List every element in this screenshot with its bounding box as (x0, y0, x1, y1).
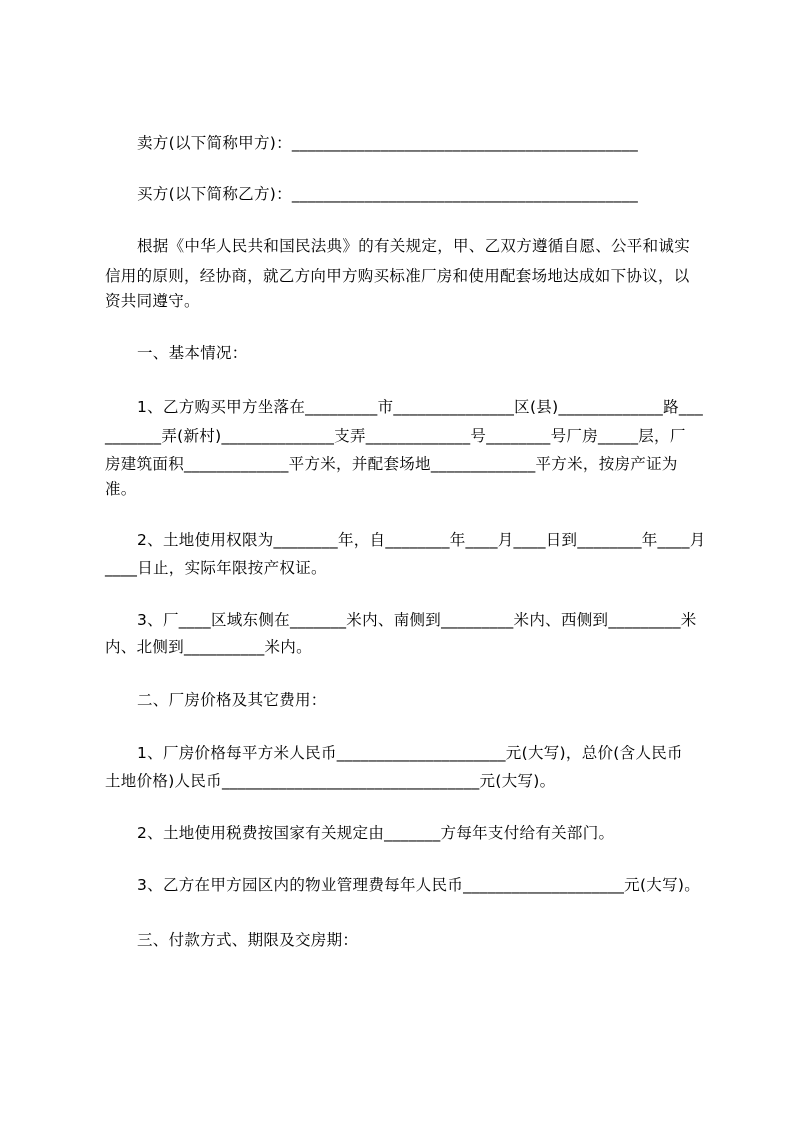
clause-line: 内、北侧到__________米内。 (105, 638, 312, 656)
buyer-line: 买方(以下简称乙方)：___________________________________________ (137, 185, 639, 203)
section-heading: 二、厂房价格及其它费用： (137, 691, 327, 709)
section-heading: 三、付款方式、期限及交房期： (137, 931, 359, 949)
clause-line: _______弄(新村)______________支弄_____________号________号厂房_____层，厂 (105, 427, 686, 445)
clause-line: 3、乙方在甲方园区内的物业管理费每年人民币____________________元(大写)。 (137, 876, 701, 894)
intro-line: 资共同遵守。 (105, 292, 200, 310)
clause-line: 3、厂____区域东侧在_______米内、南侧到_________米内、西侧到_________米 (137, 611, 697, 629)
intro-line: 根据《中华人民共和国民法典》的有关规定，甲、乙双方遵循自愿、公平和诚实 (137, 237, 691, 255)
clause-line: ____日止，实际年限按产权证。 (105, 559, 327, 577)
clause-line: 1、乙方购买甲方坐落在_________市_______________区(县)_____________路___ (137, 398, 704, 416)
clause-line: 2、土地使用权限为________年，自________年____月____日到________年____月 (137, 531, 706, 549)
seller-line: 卖方(以下简称甲方)：___________________________________________ (137, 134, 639, 152)
clause-line: 1、厂房价格每平方米人民币_____________________元(大写)，总价(含人民币 (137, 744, 683, 762)
clause-line: 准。 (105, 480, 137, 498)
clause-line: 土地价格)人民币________________________________元(大写)。 (105, 772, 556, 790)
section-heading: 一、基本情况： (137, 344, 248, 362)
clause-line: 房建筑面积_____________平方米，并配套场地_____________平方米，按房产证为 (105, 455, 678, 473)
clause-line: 2、土地使用税费按国家有关规定由_______方每年支付给有关部门。 (137, 824, 615, 842)
intro-line: 信用的原则，经协商，就乙方向甲方购买标准厂房和使用配套场地达成如下协议，以 (105, 267, 690, 285)
